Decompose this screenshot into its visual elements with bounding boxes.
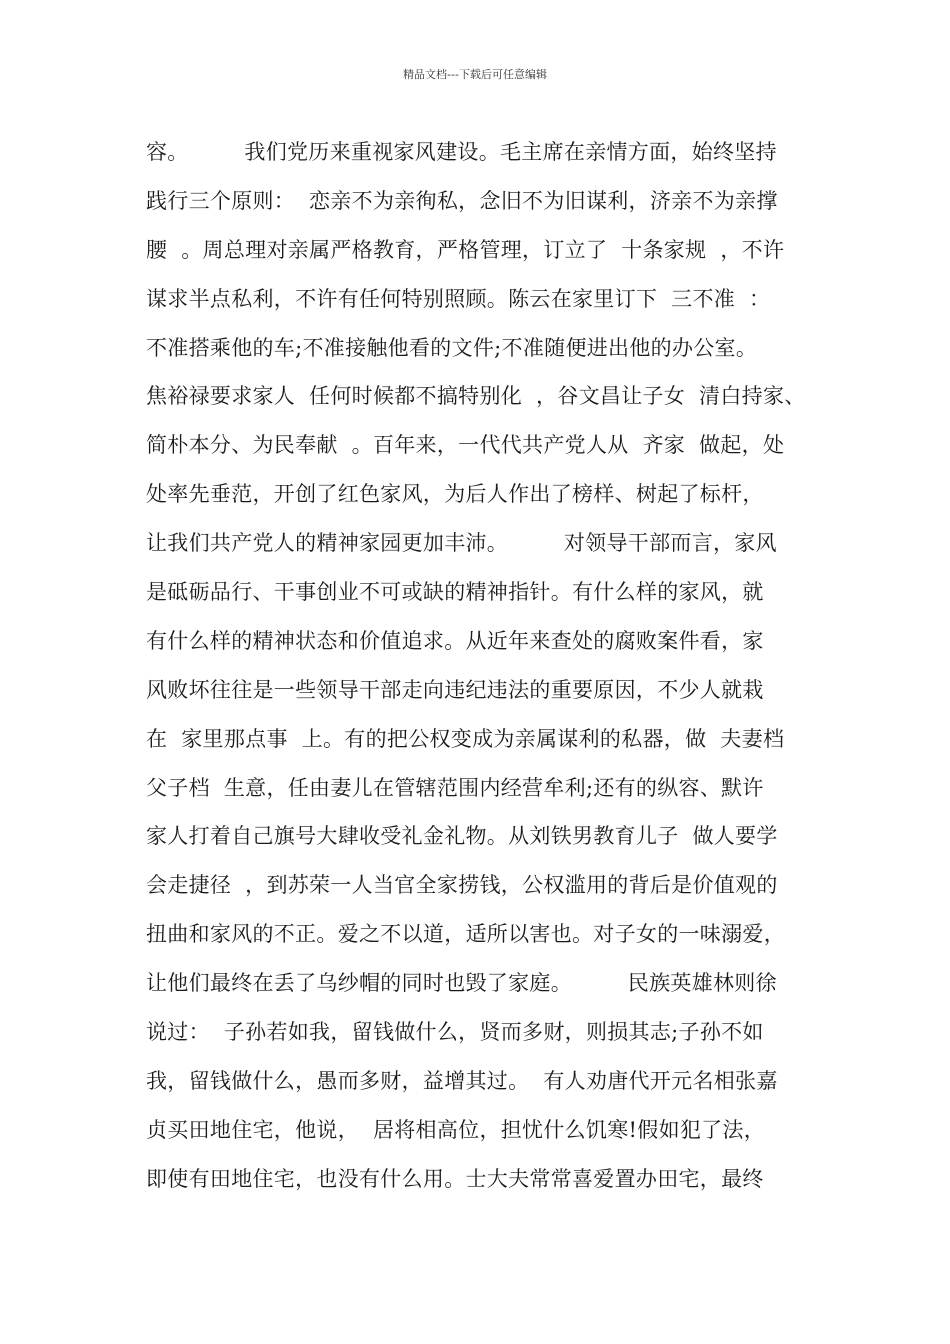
text-line: 扭曲和家风的不正。爱之不以道，适所以害也。对子女的一味溺爱， [146, 922, 785, 947]
text-line: 在 家里那点事 上。有的把公权变成为亲属谋利的私器，做 夫妻档 [146, 726, 785, 751]
text-line: 容。 我们党历来重视家风建设。毛主席在亲情方面，始终坚持 [146, 140, 777, 164]
text-line: 谋求半点私利，不许有任何特别照顾。陈云在家里订下 三不准 ： [146, 286, 771, 311]
text-line: 是砥砺品行、干事创业不可或缺的精神指针。有什么样的家风，就 [146, 580, 764, 605]
text-line: 践行三个原则： 恋亲不为亲徇私，念旧不为旧谋利，济亲不为亲撑 [146, 188, 778, 213]
text-line: 处率先垂范，开创了红色家风，为后人作出了榜样、树起了标杆， [146, 482, 764, 507]
text-line: 让我们共产党人的精神家园更加丰沛。 对领导干部而言，家风 [146, 531, 777, 556]
text-line: 焦裕禄要求家人 任何时候都不搞特别化 ，谷文昌让子女 清白持家、 [146, 384, 806, 409]
text-line: 简朴本分、为民奉献 。百年来，一代代共产党人从 齐家 做起，处 [146, 433, 785, 458]
text-line: 风败坏往往是一些领导干部走向违纪违法的重要原因，不少人就栽 [146, 677, 764, 702]
text-line: 父子档 生意，任由妻儿在管辖范围内经营牟利;还有的纵容、默许 [146, 775, 764, 800]
text-line: 贞买田地住宅，他说， 居将相高位，担忧什么饥寒!假如犯了法， [146, 1117, 766, 1142]
body-text [146, 128, 816, 1204]
page-header: 精品文档---下载后可任意编辑 [403, 68, 547, 81]
text-line: 有什么样的精神状态和价值追求。从近年来查处的腐败案件看，家 [146, 628, 764, 653]
text-line: 我，留钱做什么，愚而多财，益增其过。 有人劝唐代开元名相张嘉 [146, 1068, 778, 1093]
text-line: 即使有田地住宅，也没有什么用。士大夫常常喜爱置办田宅，最终 [146, 1166, 764, 1191]
text-line: 让他们最终在丢了乌纱帽的同时也毁了家庭。 民族英雄林则徐 [146, 971, 777, 996]
text-line: 家人打着自己旗号大肆收受礼金礼物。从刘铁男教育儿子 做人要学 [146, 824, 778, 849]
text-line: 会走捷径 ，到苏荣一人当官全家捞钱，公权滥用的背后是价值观的 [146, 873, 778, 898]
text-line: 说过： 子孙若如我，留钱做什么，贤而多财，则损其志;子孙不如 [146, 1020, 764, 1045]
text-line: 不准搭乘他的车;不准接触他看的文件;不准随便进出他的办公室。 [146, 335, 758, 360]
text-line: 腰 。周总理对亲属严格教育，严格管理，订立了 十条家规 ，不许 [146, 237, 785, 262]
